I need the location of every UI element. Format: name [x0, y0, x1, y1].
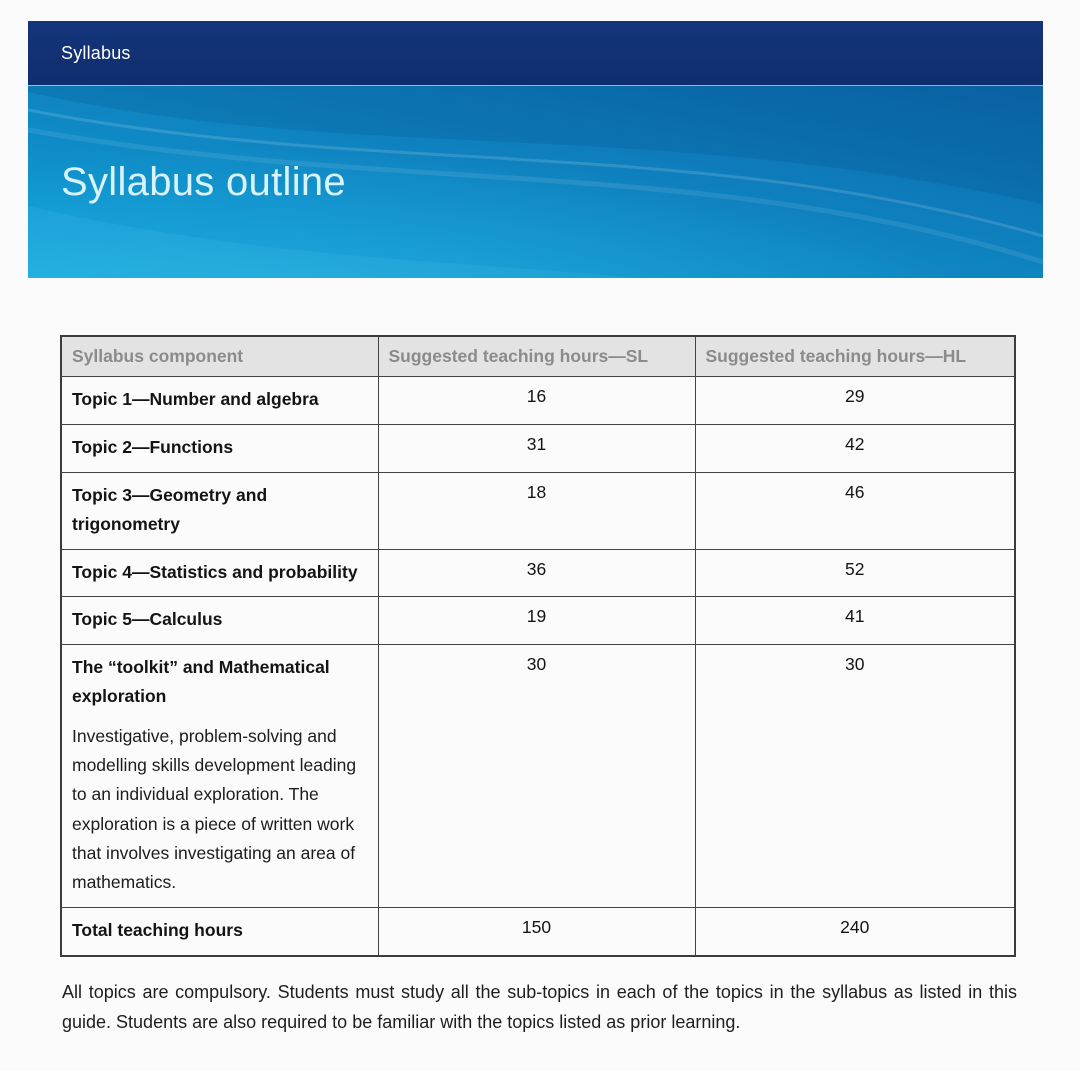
sl-hours-cell: 18	[378, 472, 695, 549]
col-header-sl-hours: Suggested teaching hours—SL	[378, 336, 695, 377]
hl-hours-cell: 30	[695, 645, 1015, 908]
component-description: Investigative, problem-solving and modelling skills development leading to an individual exploration. The exploration is a piece of written work that involves investigating an area of mathematics.	[72, 726, 357, 893]
component-name: Topic 1—Number and algebra	[72, 389, 319, 409]
component-cell	[61, 472, 378, 549]
component-name: Topic 2—Functions	[72, 436, 234, 457]
page-header-bar	[28, 21, 1043, 85]
table-row	[61, 549, 1015, 597]
component-name: The “toolkit” and Mathematical exploration	[72, 657, 330, 707]
syllabus-table	[60, 335, 1016, 957]
table-row	[61, 377, 1015, 425]
sl-hours-cell: 150	[378, 908, 695, 956]
table-row	[61, 472, 1015, 549]
component-cell	[61, 377, 378, 425]
compulsory-topics-note: All topics are compulsory. Students must study all the sub-topics in each of the topics in the syllabus as listed in this guide. Students are also required to be familiar with the topics listed as prior learning.	[62, 982, 1017, 1032]
col-header-component: Syllabus component	[61, 336, 378, 377]
table-header-row	[61, 336, 1015, 377]
title-banner	[28, 85, 1043, 278]
hl-hours-cell: 29	[695, 377, 1015, 425]
component-name: Topic 4—Statistics and probability	[72, 561, 358, 582]
component-cell	[61, 424, 378, 472]
hl-hours-cell: 41	[695, 597, 1015, 645]
hl-hours-cell: 46	[695, 472, 1015, 549]
table-row	[61, 645, 1015, 908]
table-row	[61, 908, 1015, 956]
component-cell	[61, 645, 378, 908]
sl-hours-cell: 36	[378, 549, 695, 597]
sl-hours-cell: 30	[378, 645, 695, 908]
component-name: Topic 5—Calculus	[72, 609, 223, 630]
hl-hours-cell: 52	[695, 549, 1015, 597]
page-content	[60, 335, 1017, 1037]
hl-hours-cell: 42	[695, 424, 1015, 472]
table-row	[61, 597, 1015, 645]
sl-hours-cell: 16	[378, 377, 695, 425]
component-cell	[61, 597, 378, 645]
component-cell	[61, 549, 378, 597]
col-header-hl-hours: Suggested teaching hours—HL	[695, 336, 1015, 377]
sl-hours-cell: 19	[378, 597, 695, 645]
component-name: Total teaching hours	[72, 920, 243, 941]
component-cell	[61, 908, 378, 956]
header-kicker: Syllabus	[61, 42, 131, 63]
sl-hours-cell: 31	[378, 424, 695, 472]
component-name: Topic 3—Geometry and trigonometry	[72, 484, 268, 534]
page-title: Syllabus outline	[61, 160, 346, 204]
table-row	[61, 424, 1015, 472]
hl-hours-cell: 240	[695, 908, 1015, 956]
